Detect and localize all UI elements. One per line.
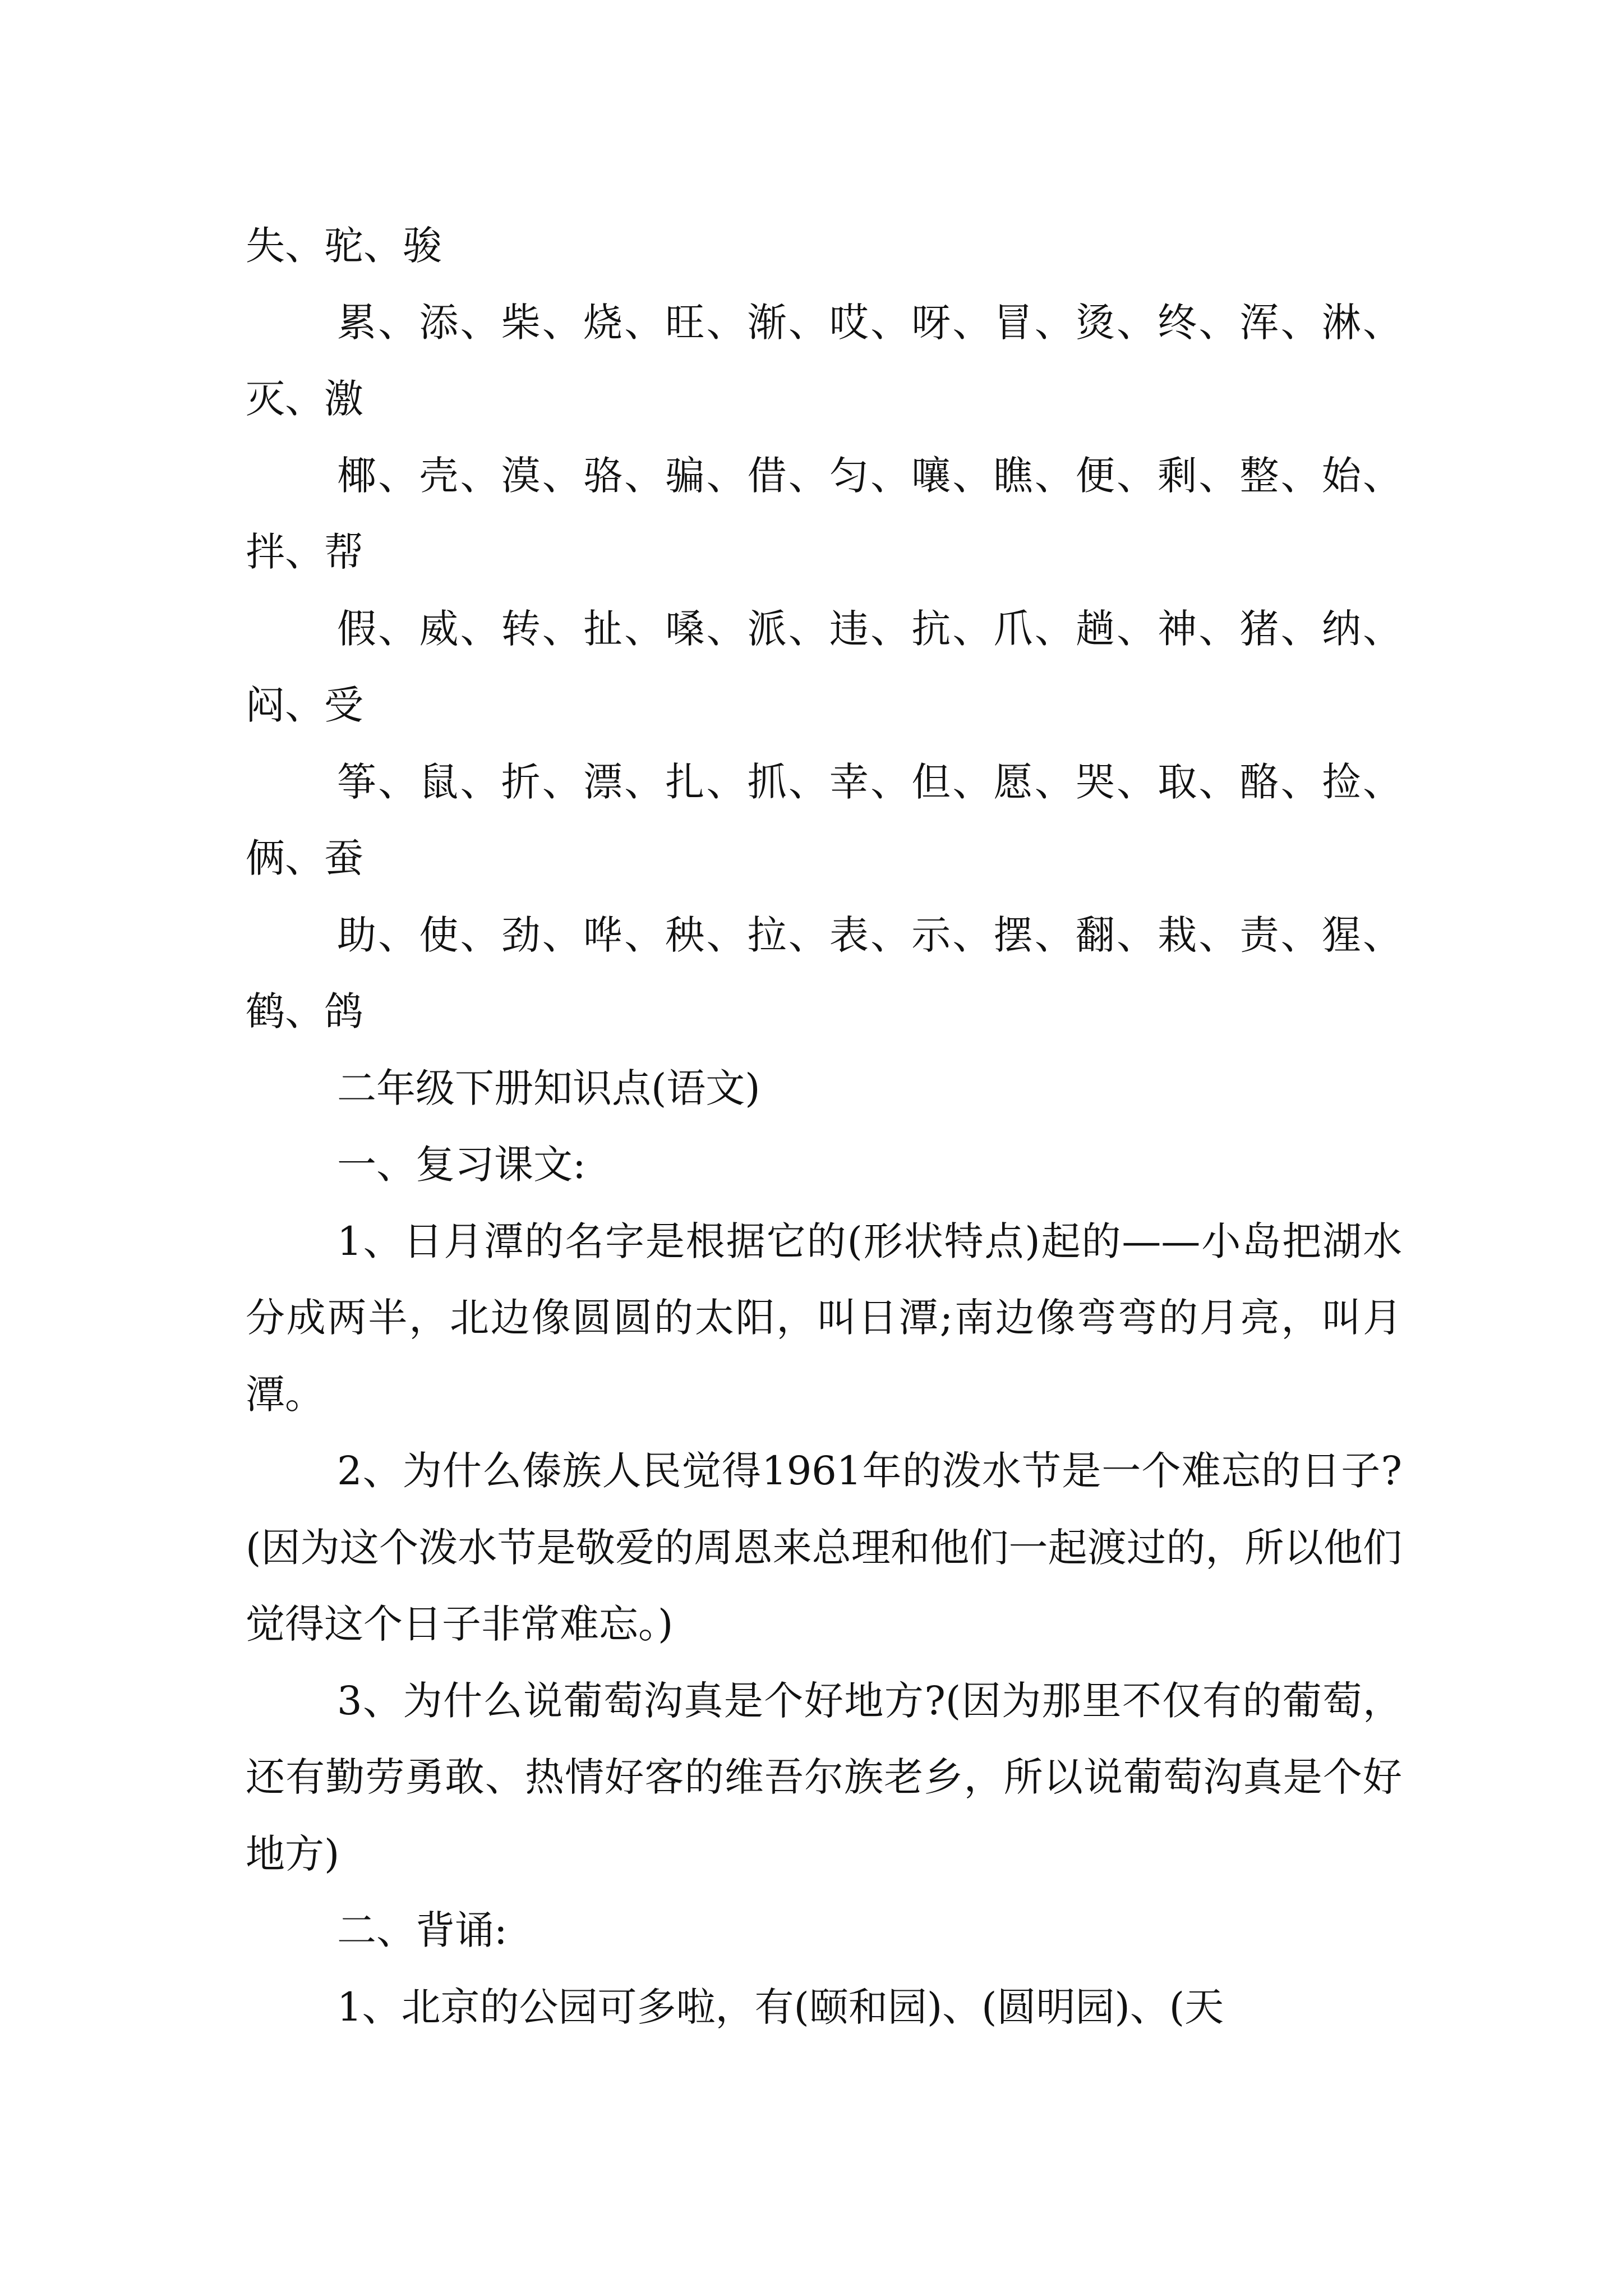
section-title: 二年级下册知识点(语文)	[337, 1065, 760, 1111]
review-item-2: 2、为什么傣族人民觉得1961年的泼水节是一个难忘的日子?(因为这个泼水节是敬爱的周恩来总理和他们一起渡过的，所以他们觉得这个日子非常难忘。)	[246, 1448, 1402, 1647]
recite-item-1: 1、北京的公园可多啦，有(颐和园)、(圆明园)、(天	[337, 1984, 1224, 2030]
char-list-line: 失、驼、骏	[246, 223, 442, 269]
section-heading-review: 一、复习课文:	[337, 1142, 586, 1188]
review-item-1: 1、日月潭的名字是根据它的(形状特点)起的——小岛把湖水分成两半，北边像圆圆的太阳，叫日潭;南边像弯弯的月亮，叫月潭。	[246, 1218, 1402, 1418]
char-list-line: 累、添、柴、烧、旺、渐、哎、呀、冒、烫、终、浑、淋、灭、激	[246, 299, 1402, 422]
section-heading-recite: 二、背诵:	[337, 1907, 508, 1953]
char-list-line: 椰、壳、漠、骆、骗、借、匀、嚷、瞧、便、剩、整、始、拌、帮	[246, 452, 1402, 575]
document-body	[246, 208, 1402, 2045]
char-list-line: 助、使、劲、哗、秧、拉、表、示、摆、翻、栽、责、猩、鹤、鸽	[246, 912, 1402, 1034]
char-list-line: 假、威、转、扯、嗓、派、违、抗、爪、趟、神、猪、纳、闷、受	[246, 605, 1402, 728]
char-list-line: 筝、鼠、折、漂、扎、抓、幸、但、愿、哭、取、酪、捡、俩、蚕	[246, 758, 1402, 881]
review-item-3: 3、为什么说葡萄沟真是个好地方?(因为那里不仅有的葡萄，还有勤劳勇敢、热情好客的维吾尔族老乡，所以说葡萄沟真是个好地方)	[246, 1677, 1402, 1877]
